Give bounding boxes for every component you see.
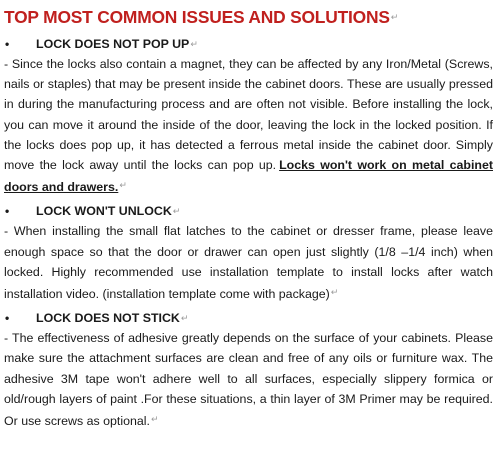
section-body <box>4 328 495 431</box>
paragraph-mark-icon: ↵ <box>119 180 127 191</box>
section-body <box>4 54 495 197</box>
section-heading <box>4 35 495 53</box>
bullet-icon: • <box>5 37 10 51</box>
emphasis-note: Locks won't work on metal cabinet doors and drawers. <box>4 158 493 195</box>
bullet-icon: • <box>5 204 10 219</box>
section-body-text: - The effectiveness of adhesive greatly depends on the surface of your cabinets. Please make sure the attachment surfaces are clean and free of any oils or furniture wax. The adhesive 3M tape won't adhere well to all surfaces, especially slippery formica or old/rough layers of paint .For these situations, a thin layer of 3M Primer may be required. Or use screws as optional. <box>4 331 493 429</box>
section-body-text: - When installing the small flat latches to the cabinet or dresser frame, please leave enough space so that the door or drawer can open just slightly (1/8 –1/4 inch) when locked. Highly recommended use installation template to install locks after watch installation video. (installation template come with package) <box>4 224 493 302</box>
section-lock-wont-unlock <box>4 202 495 304</box>
page-title-text: TOP MOST COMMON ISSUES AND SOLUTIONS <box>4 7 390 27</box>
paragraph-mark-icon: ↵ <box>180 313 189 324</box>
page-title <box>4 6 495 28</box>
section-heading-text: LOCK DOES NOT POP UP <box>36 37 190 51</box>
section-heading-text: LOCK WON'T UNLOCK <box>36 204 172 219</box>
section-body-text: - Since the locks also contain a magnet, they can be affected by any Iron/Metal (Screws, nails or staples) that may be present inside the cabinet doors. These are usually pressed in during the manufacturing process and are often not visible. Before installing the lock, you can move it around the inside of the door, leaving the lock in the locked position. If the locks does pop up, it has detected a ferrous metal inside the cabinet door. Simply move the lock away until the locks can pop up. <box>4 57 493 173</box>
paragraph-mark-icon: ↵ <box>390 12 399 22</box>
section-heading <box>4 309 495 327</box>
section-body <box>4 221 495 304</box>
section-heading <box>4 202 495 220</box>
paragraph-mark-icon: ↵ <box>190 39 198 49</box>
section-lock-does-not-stick <box>4 309 495 431</box>
section-lock-does-not-pop-up <box>4 35 495 197</box>
paragraph-mark-icon: ↵ <box>151 414 159 425</box>
paragraph-mark-icon: ↵ <box>172 206 181 217</box>
section-heading-text: LOCK DOES NOT STICK <box>36 311 180 326</box>
paragraph-mark-icon: ↵ <box>330 287 339 298</box>
bullet-icon: • <box>5 311 10 326</box>
